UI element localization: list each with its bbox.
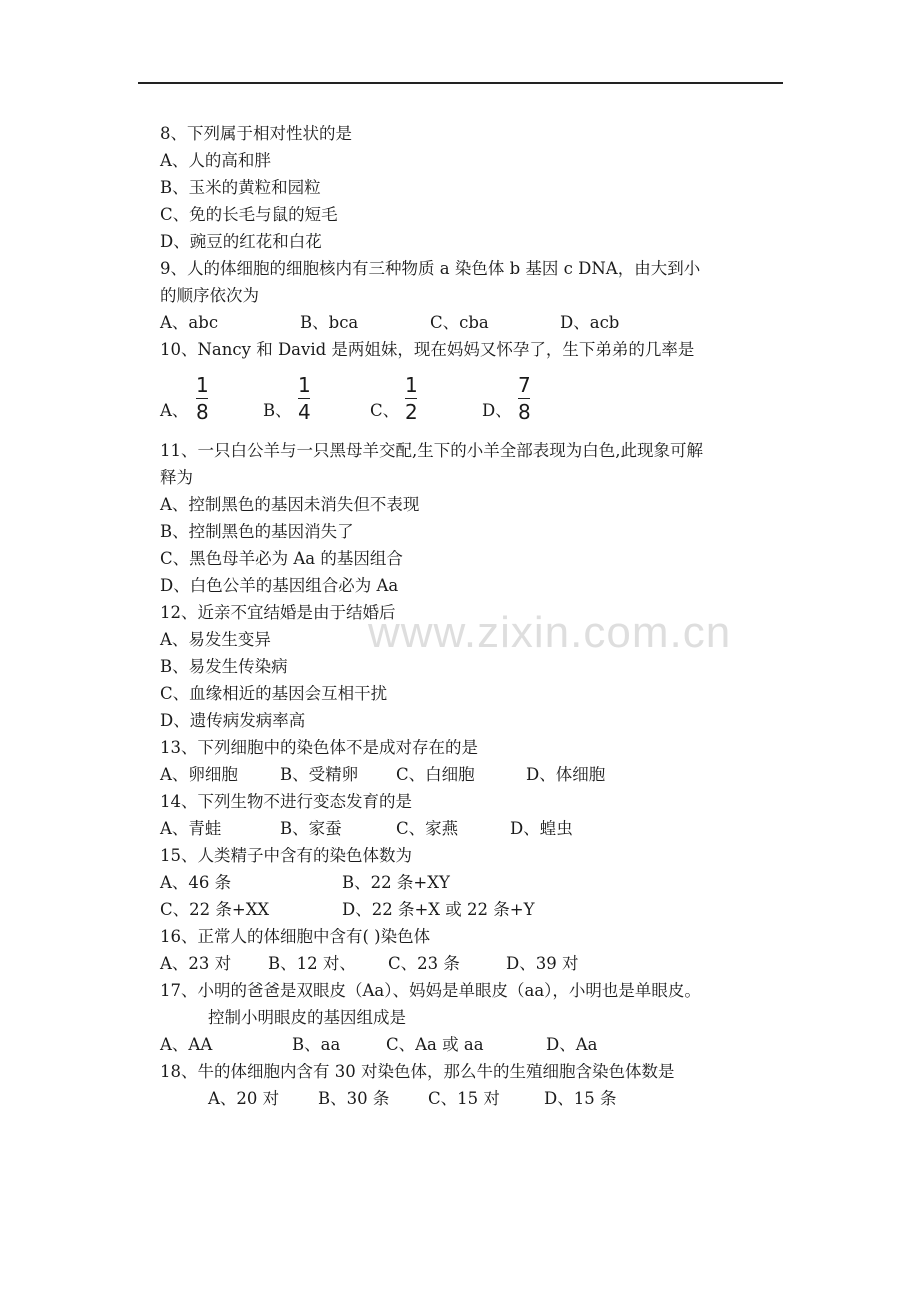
question-11-stem-line1: 11、一只白公羊与一只黑母羊交配,生下的小羊全部表现为白色,此现象可解 [160, 441, 703, 460]
question-8-option-b: B、玉米的黄粒和园粒 [160, 178, 321, 197]
question-12-stem: 12、近亲不宜结婚是由于结婚后 [160, 603, 396, 622]
question-10-option-d-label: D、 [482, 401, 512, 420]
question-16-option-b: B、12 对、 [268, 954, 356, 973]
question-9-stem-line2: 的顺序依次为 [160, 286, 259, 305]
question-16-stem: 16、正常人的体细胞中含有( )染色体 [160, 927, 431, 946]
question-18-option-c: C、15 对 [428, 1089, 500, 1108]
question-10-options [160, 373, 780, 427]
fraction-numerator: 7 [518, 373, 531, 397]
fraction-bar [518, 398, 530, 399]
question-9-option-b: B、bca [300, 313, 359, 332]
question-15-option-d: D、22 条+X 或 22 条+Y [342, 900, 535, 919]
question-16-options [160, 950, 780, 977]
question-10-option-b-fraction [298, 375, 311, 422]
question-13-option-b: B、受精卵 [280, 765, 359, 784]
question-18-stem: 18、牛的体细胞内含有 30 对染色体，那么牛的生殖细胞含染色体数是 [160, 1062, 675, 1081]
question-14-option-b: B、家蚕 [280, 819, 342, 838]
question-13-stem: 13、下列细胞中的染色体不是成对存在的是 [160, 738, 478, 757]
question-17-stem-line1: 17、小明的爸爸是双眼皮（Aa）、妈妈是单眼皮（aa），小明也是单眼皮。 [160, 981, 701, 1000]
question-8-option-c: C、免的长毛与鼠的短毛 [160, 205, 338, 224]
question-18-options [160, 1085, 780, 1112]
question-10-option-b-label: B、 [263, 401, 292, 420]
fraction-numerator: 1 [196, 373, 209, 397]
question-9-option-d: D、acb [560, 313, 620, 332]
question-16-option-c: C、23 条 [388, 954, 460, 973]
question-9-options [160, 309, 780, 336]
question-10-option-c-fraction [405, 375, 418, 422]
question-10-option-a-fraction [196, 375, 209, 422]
fraction-bar [298, 398, 310, 399]
question-14-stem: 14、下列生物不进行变态发育的是 [160, 792, 412, 811]
question-17-options [160, 1031, 780, 1058]
question-11-option-c: C、黑色母羊必为 Aa 的基因组合 [160, 549, 403, 568]
fraction-denominator: 4 [298, 400, 311, 424]
question-15-option-b: B、22 条+XY [342, 873, 450, 892]
fraction-denominator: 2 [405, 400, 418, 424]
question-11-option-b: B、控制黑色的基因消失了 [160, 522, 354, 541]
fraction-bar [196, 398, 208, 399]
question-10-stem: 10、Nancy 和 David 是两姐妹，现在妈妈又怀孕了，生下弟弟的几率是 [160, 340, 695, 359]
question-13-option-d: D、体细胞 [526, 765, 606, 784]
question-12-option-c: C、血缘相近的基因会互相干扰 [160, 684, 388, 703]
question-13-options [160, 761, 780, 788]
question-15-options-row1 [160, 869, 780, 896]
question-17-option-b: B、aa [292, 1035, 341, 1054]
question-18-option-a: A、20 对 [208, 1089, 280, 1108]
question-15-option-a: A、46 条 [160, 873, 232, 892]
question-10-option-a-label: A、 [160, 401, 189, 420]
question-17-option-d: D、Aa [546, 1035, 598, 1054]
fraction-numerator: 1 [405, 373, 418, 397]
fraction-numerator: 1 [298, 373, 311, 397]
fraction-denominator: 8 [518, 400, 531, 424]
question-15-option-c: C、22 条+XX [160, 900, 270, 919]
question-8-option-a: A、人的高和胖 [160, 151, 271, 170]
question-12-option-a: A、易发生变异 [160, 630, 271, 649]
question-11-stem-line2: 释为 [160, 468, 193, 487]
question-12-option-b: B、易发生传染病 [160, 657, 288, 676]
watermark: www.zixin.com.cn [368, 608, 732, 657]
question-9-option-a: A、abc [160, 313, 219, 332]
question-12-option-d: D、遗传病发病率高 [160, 711, 306, 730]
question-17-stem-line2: 控制小明眼皮的基因组成是 [208, 1008, 406, 1027]
fraction-bar [405, 398, 417, 399]
question-9-option-c: C、cba [430, 313, 489, 332]
question-17-option-c: C、Aa 或 aa [386, 1035, 484, 1054]
question-11-option-d: D、白色公羊的基因组合必为 Aa [160, 576, 399, 595]
question-14-options [160, 815, 780, 842]
question-16-option-d: D、39 对 [506, 954, 579, 973]
question-11-option-a: A、控制黑色的基因未消失但不表现 [160, 495, 420, 514]
question-14-option-d: D、蝗虫 [510, 819, 573, 838]
header-rule [138, 82, 783, 84]
question-14-option-c: C、家燕 [396, 819, 459, 838]
fraction-denominator: 8 [196, 400, 209, 424]
question-17-option-a: A、AA [160, 1035, 213, 1054]
question-15-options-row2 [160, 896, 780, 923]
question-8-option-d: D、豌豆的红花和白花 [160, 232, 322, 251]
question-15-stem: 15、人类精子中含有的染色体数为 [160, 846, 412, 865]
question-list [160, 120, 780, 1112]
question-13-option-c: C、白细胞 [396, 765, 475, 784]
question-18-option-b: B、30 条 [318, 1089, 390, 1108]
question-10-option-d-fraction [518, 375, 531, 422]
question-16-option-a: A、23 对 [160, 954, 232, 973]
question-18-option-d: D、15 条 [544, 1089, 617, 1108]
question-13-option-a: A、卵细胞 [160, 765, 238, 784]
question-8-stem: 8、下列属于相对性状的是 [160, 124, 352, 143]
question-9-stem-line1: 9、人的体细胞的细胞核内有三种物质 a 染色体 b 基因 c DNA，由大到小 [160, 259, 701, 278]
question-10-option-c-label: C、 [370, 401, 400, 420]
question-14-option-a: A、青蛙 [160, 819, 222, 838]
